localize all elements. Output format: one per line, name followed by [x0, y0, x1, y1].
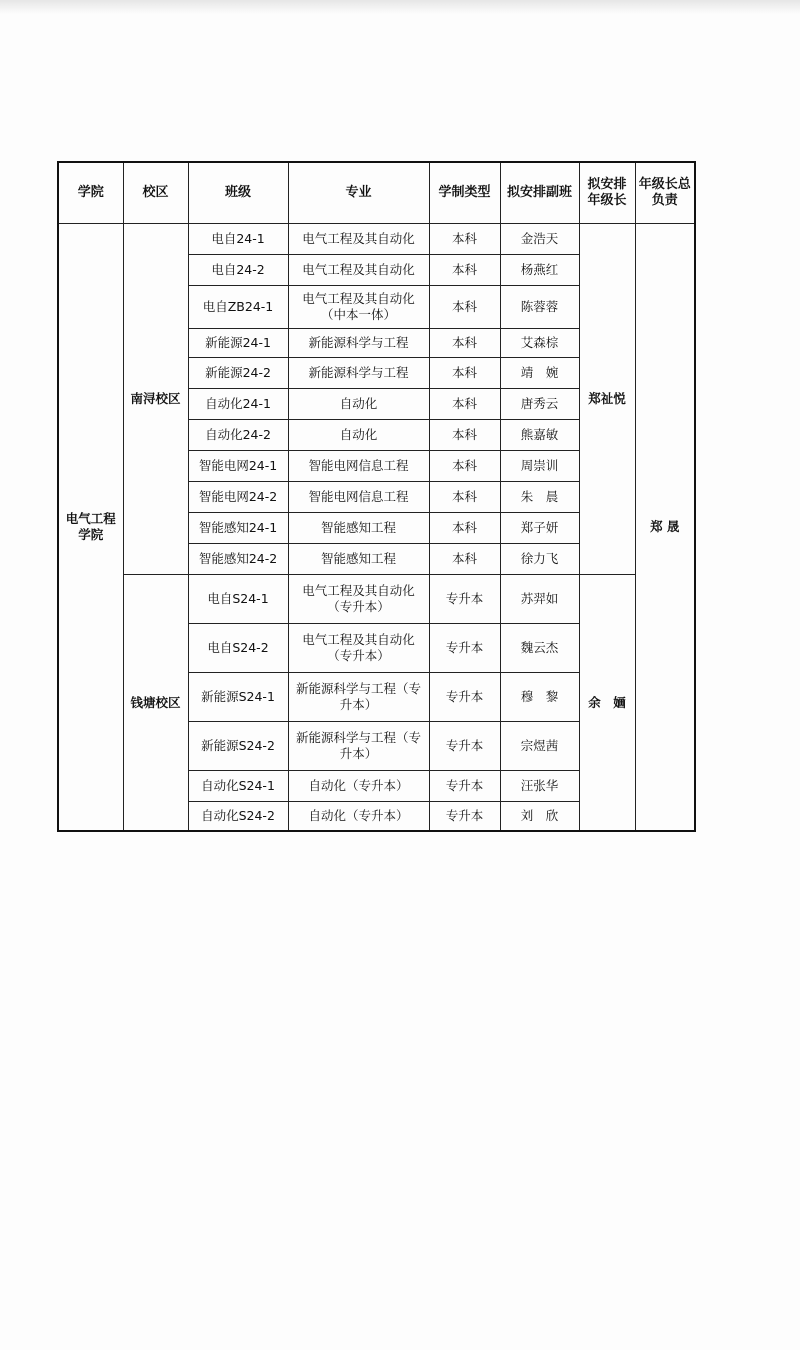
header-director: 年级长总负责 — [635, 162, 695, 224]
class-cell: 智能电网24-1 — [188, 451, 288, 482]
major-cell: 自动化（专升本） — [288, 771, 429, 802]
major-cell: 电气工程及其自动化 — [288, 255, 429, 286]
class-cell: 新能源S24-1 — [188, 673, 288, 722]
type-cell: 专升本 — [429, 575, 500, 624]
type-cell: 本科 — [429, 389, 500, 420]
major-cell: 新能源科学与工程 — [288, 329, 429, 358]
table-row — [58, 224, 695, 255]
major-cell: 新能源科学与工程（专升本） — [288, 722, 429, 771]
type-cell: 专升本 — [429, 624, 500, 673]
deputy-cell: 熊嘉敏 — [500, 420, 579, 451]
major-cell: 智能感知工程 — [288, 513, 429, 544]
class-cell: 新能源24-1 — [188, 329, 288, 358]
class-cell: 新能源24-2 — [188, 358, 288, 389]
type-cell: 专升本 — [429, 722, 500, 771]
type-cell: 本科 — [429, 224, 500, 255]
class-cell: 电自S24-2 — [188, 624, 288, 673]
assignment-table — [57, 161, 696, 832]
deputy-cell: 金浩天 — [500, 224, 579, 255]
class-cell: 自动化24-1 — [188, 389, 288, 420]
deputy-cell: 魏云杰 — [500, 624, 579, 673]
header-class: 班级 — [188, 162, 288, 224]
scan-edge — [0, 0, 800, 14]
deputy-cell: 唐秀云 — [500, 389, 579, 420]
type-cell: 本科 — [429, 255, 500, 286]
type-cell: 专升本 — [429, 802, 500, 832]
deputy-cell: 汪张华 — [500, 771, 579, 802]
type-cell: 本科 — [429, 482, 500, 513]
header-campus: 校区 — [123, 162, 188, 224]
grade-leader-cell-qiantang: 余 婳 — [579, 575, 635, 832]
class-cell: 电自24-1 — [188, 224, 288, 255]
class-cell: 智能电网24-2 — [188, 482, 288, 513]
deputy-cell: 陈蓉蓉 — [500, 286, 579, 329]
table-row — [58, 575, 695, 624]
deputy-cell: 朱 晨 — [500, 482, 579, 513]
class-cell: 智能感知24-1 — [188, 513, 288, 544]
deputy-cell: 周崇训 — [500, 451, 579, 482]
type-cell: 本科 — [429, 358, 500, 389]
deputy-cell: 苏羿如 — [500, 575, 579, 624]
type-cell: 专升本 — [429, 673, 500, 722]
type-cell: 本科 — [429, 513, 500, 544]
major-cell: 自动化（专升本） — [288, 802, 429, 832]
type-cell: 本科 — [429, 329, 500, 358]
class-cell: 电自S24-1 — [188, 575, 288, 624]
deputy-cell: 宗煜茜 — [500, 722, 579, 771]
deputy-cell: 艾森棕 — [500, 329, 579, 358]
type-cell: 本科 — [429, 286, 500, 329]
major-cell: 智能电网信息工程 — [288, 451, 429, 482]
major-cell: 电气工程及其自动化（专升本） — [288, 575, 429, 624]
campus-cell-qiantang: 钱塘校区 — [123, 575, 188, 832]
class-cell: 自动化S24-2 — [188, 802, 288, 832]
header-major: 专业 — [288, 162, 429, 224]
major-cell: 电气工程及其自动化 — [288, 224, 429, 255]
header-deputy: 拟安排副班 — [500, 162, 579, 224]
class-cell: 自动化24-2 — [188, 420, 288, 451]
deputy-cell: 穆 黎 — [500, 673, 579, 722]
major-cell: 自动化 — [288, 420, 429, 451]
major-cell: 电气工程及其自动化（专升本） — [288, 624, 429, 673]
assignment-table-wrapper — [57, 161, 694, 832]
type-cell: 本科 — [429, 420, 500, 451]
deputy-cell: 郑子妍 — [500, 513, 579, 544]
class-cell: 新能源S24-2 — [188, 722, 288, 771]
director-cell: 郑 晟 — [635, 224, 695, 832]
deputy-cell: 刘 欣 — [500, 802, 579, 832]
deputy-cell: 靖 婉 — [500, 358, 579, 389]
class-cell: 电自24-2 — [188, 255, 288, 286]
class-cell: 智能感知24-2 — [188, 544, 288, 575]
major-cell: 智能电网信息工程 — [288, 482, 429, 513]
class-cell: 电自ZB24-1 — [188, 286, 288, 329]
class-cell: 自动化S24-1 — [188, 771, 288, 802]
grade-leader-cell-nanxun: 郑祉悦 — [579, 224, 635, 575]
major-cell: 电气工程及其自动化（中本一体） — [288, 286, 429, 329]
header-grade-leader: 拟安排年级长 — [579, 162, 635, 224]
header-program-type: 学制类型 — [429, 162, 500, 224]
major-cell: 自动化 — [288, 389, 429, 420]
major-cell: 智能感知工程 — [288, 544, 429, 575]
header-college: 学院 — [58, 162, 123, 224]
major-cell: 新能源科学与工程（专升本） — [288, 673, 429, 722]
type-cell: 本科 — [429, 451, 500, 482]
header-row — [58, 162, 695, 224]
major-cell: 新能源科学与工程 — [288, 358, 429, 389]
deputy-cell: 徐力飞 — [500, 544, 579, 575]
college-cell: 电气工程学院 — [58, 224, 123, 832]
type-cell: 专升本 — [429, 771, 500, 802]
deputy-cell: 杨燕红 — [500, 255, 579, 286]
campus-cell-nanxun: 南浔校区 — [123, 224, 188, 575]
type-cell: 本科 — [429, 544, 500, 575]
